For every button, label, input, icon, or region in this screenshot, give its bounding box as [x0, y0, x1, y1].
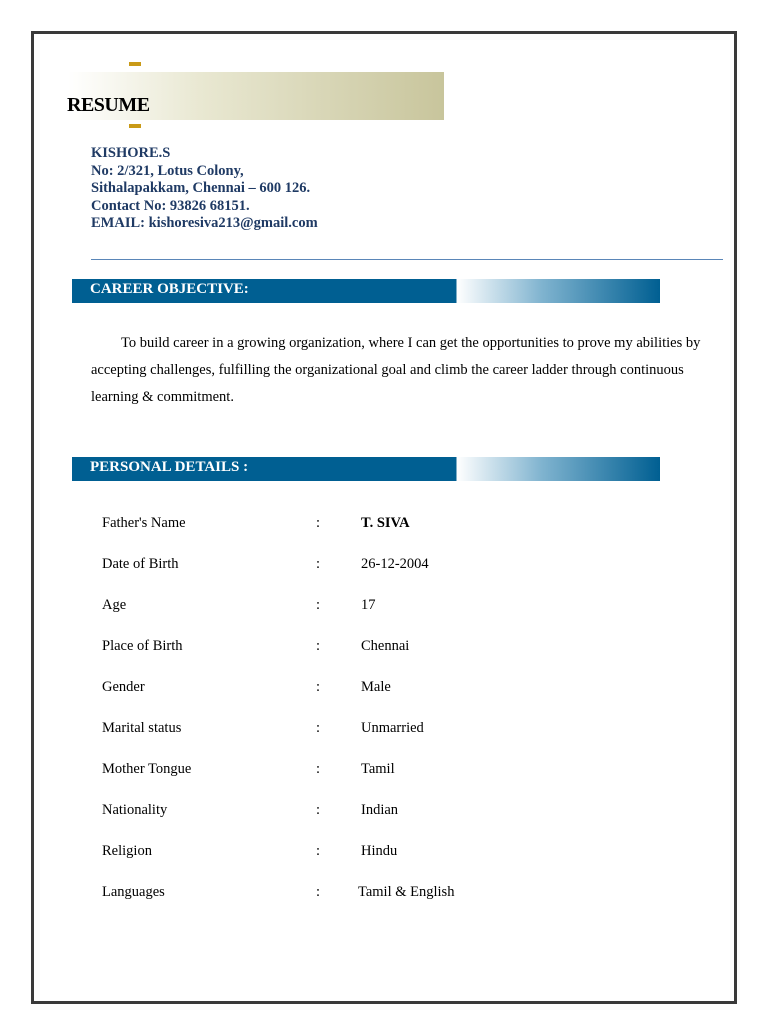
personal-details-heading: PERSONAL DETAILS :: [90, 459, 249, 475]
detail-label: Mother Tongue: [102, 761, 192, 777]
contact-address-line1: No: 2/321, Lotus Colony,: [91, 162, 244, 179]
career-objective-text: To build career in a growing organization, where I can get the opportunities to prove my abilities by accepting challenges, fulfilling the organizational goal and climb the career ladder through continuous learning & commitment.: [91, 335, 701, 405]
detail-value: Tamil & English: [358, 884, 455, 900]
detail-label: Age: [102, 597, 127, 613]
detail-label: Languages: [102, 884, 165, 900]
contact-address-line2: Sithalapakkam, Chennai – 600 126.: [91, 180, 311, 196]
title-accent-bottom: [129, 124, 141, 128]
detail-separator: :: [316, 515, 321, 531]
detail-label: Nationality: [102, 802, 168, 818]
contact-phone: Contact No: 93826 68151.: [91, 197, 250, 214]
divider-rule: [91, 259, 723, 260]
career-objective: [91, 330, 711, 411]
detail-separator: :: [316, 556, 321, 572]
detail-separator: :: [316, 679, 321, 695]
contact-email: EMAIL: kishoresiva213@gmail.com: [91, 215, 318, 231]
detail-label: Father's Name: [102, 515, 186, 531]
detail-value: Indian: [361, 802, 399, 818]
detail-label: Gender: [102, 679, 145, 695]
detail-value: Chennai: [361, 638, 410, 654]
detail-separator: :: [316, 843, 321, 859]
detail-label: Place of Birth: [102, 638, 183, 654]
detail-value: 17: [361, 597, 376, 613]
detail-value: Male: [361, 679, 391, 695]
detail-separator: :: [316, 884, 321, 900]
detail-value: Hindu: [361, 843, 398, 859]
detail-label: Religion: [102, 843, 152, 859]
detail-separator: :: [316, 720, 321, 736]
detail-value: Unmarried: [361, 720, 424, 736]
contact-name: KISHORE.S: [91, 145, 171, 161]
career-objective-heading-bar: [72, 279, 660, 303]
detail-label: Marital status: [102, 720, 182, 736]
detail-value: T. SIVA: [361, 515, 410, 531]
detail-separator: :: [316, 802, 321, 818]
detail-label: Date of Birth: [102, 556, 179, 572]
detail-value: 26-12-2004: [361, 556, 429, 572]
detail-separator: :: [316, 761, 321, 777]
title-accent-top: [129, 62, 141, 66]
personal-details-heading-bar: [72, 457, 660, 481]
detail-separator: :: [316, 597, 321, 613]
resume-title: RESUME: [67, 94, 150, 116]
contact-block: [91, 145, 318, 233]
detail-separator: :: [316, 638, 321, 654]
career-objective-heading: CAREER OBJECTIVE:: [90, 281, 249, 297]
detail-value: Tamil: [361, 761, 395, 777]
